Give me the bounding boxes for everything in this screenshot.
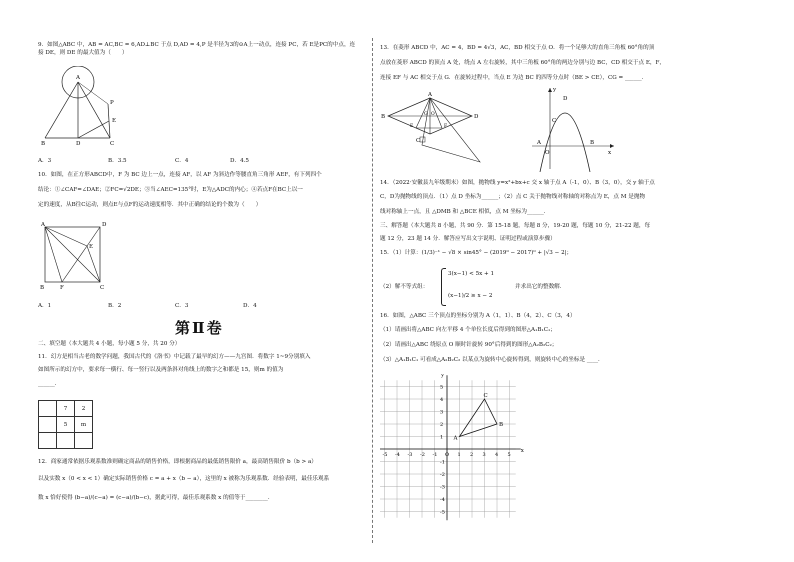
q10-option-a: A．1 xyxy=(38,303,52,309)
q10-figure xyxy=(40,222,110,290)
magic-cell: 5 xyxy=(57,417,75,433)
point-a-label: A xyxy=(453,435,458,442)
graph-label: C xyxy=(552,118,557,124)
x-tick-label: 3 xyxy=(482,452,486,458)
q13-line2: 点放在菱形 ABCD 的顶点 A 处，绕点 A 左右旋转，其中三角板 60°角的两边分别与边 BC，CD 相交于点 E，F， xyxy=(380,60,665,66)
q16-line3: （2）请画出△ABC 绕原点 O 顺时针旋转 90°后得到的图形△A₂B₂C₂； xyxy=(380,342,558,348)
q14-line3: 线对称轴上一点，且 △DMB 和 △BCE 相似，点 M 坐标为______． xyxy=(380,209,550,215)
fig-label: E xyxy=(410,124,414,129)
fig-label: D xyxy=(102,222,107,228)
column-divider xyxy=(372,38,373,543)
section-title: 第Ⅱ卷 xyxy=(175,319,224,337)
y-axis-label: y xyxy=(441,374,445,379)
magic-cell xyxy=(57,433,75,449)
fig-label: F xyxy=(444,124,448,129)
q14-parabola-graph xyxy=(528,84,618,172)
x-axis-label: x xyxy=(520,448,524,454)
x-tick-label: 2 xyxy=(470,452,474,458)
x-tick-label: -4 xyxy=(395,452,400,458)
solve-header-line1: 三、解答题（本大题共 8 小题，共 90 分．第 15-18 题，每题 8 分，19-20 题，每题 10 分，21-22 题，每 xyxy=(380,223,651,229)
fig-label: B xyxy=(40,285,45,290)
x-tick-label: O xyxy=(445,452,450,458)
q13-line3: 连接 EF 与 AC 相交于点 G．在旋转过程中，当点 E 为边 BC 的四等分点时（BE > CE），CG = ______． xyxy=(380,75,648,81)
fig-label: C xyxy=(110,141,115,146)
fig-label: P xyxy=(110,100,114,106)
fig-label: C xyxy=(416,138,421,144)
q11-line3: ______． xyxy=(38,381,61,387)
fig-label: D xyxy=(76,141,81,146)
y-tick-label: 5 xyxy=(440,384,444,391)
y-tick-label: 2 xyxy=(440,422,444,428)
y-tick-label: 3 xyxy=(440,409,444,416)
q9-figure xyxy=(40,66,135,146)
q15-system-eq1: 3(x−1) < 5x + 1 xyxy=(448,271,495,277)
magic-square xyxy=(38,400,93,449)
coordinate-grid xyxy=(380,374,530,524)
q13-line1: 13．在菱形 ABCD 中，AC = 4，BD = 4√3，AC，BD 相交于点 O．将一个足够大的直角三角板 60°角的顶 xyxy=(380,45,655,51)
x-tick-label: 5 xyxy=(507,452,511,458)
point-b-label: B xyxy=(499,422,504,428)
magic-cell: 7 xyxy=(57,401,75,417)
y-tick-label: -2 xyxy=(440,472,445,478)
fig-label: E xyxy=(112,118,117,124)
fig-label: B xyxy=(381,114,386,120)
x-tick-label: -1 xyxy=(432,452,438,458)
q12-line3: 数 x 恰好使得 (b−a)/(c−a) = (c−a)/(b−c)，据此可得，最佳乐观系数 x 的值等于________． xyxy=(38,495,274,501)
fig-label: E xyxy=(89,244,94,250)
triangle-abc xyxy=(460,399,498,437)
fill-blank-header: 二、填空题（本大题共 4 小题，每小题 5 分，共 20 分） xyxy=(38,341,181,347)
point-c-label: C xyxy=(483,393,488,399)
q10-line3: 定的速度，从B往C运动，则点E与点F的运动速度相等．其中正确的结论的个数为（ ） xyxy=(38,202,262,208)
fig-label: D xyxy=(474,114,479,120)
fig-label: A xyxy=(76,75,80,81)
graph-label: y xyxy=(553,87,557,93)
q9-text: 9．如图△ABC 中，AB = AC,BC = 6,AD⊥BC 于点 D,AD = 4,P 是半径为3的⊙A上一动点，连接 PC，若 E是PC的中点，连接 DE，则 DE 的最大值为（ ） xyxy=(38,42,356,56)
q9-option-d: D．4.5 xyxy=(230,158,249,164)
graph-label: O xyxy=(545,150,550,156)
q10-option-b: B．2 xyxy=(108,303,122,309)
fig-label: C xyxy=(100,285,105,290)
x-tick-label: -5 xyxy=(382,452,388,458)
q16-line2: （1）请画出将△ABC 向左平移 4 个单位长度后得到的图形△A₁B₁C₁； xyxy=(380,327,556,333)
graph-label: B xyxy=(590,140,595,146)
q10-option-d: D．4 xyxy=(243,303,257,309)
magic-cell xyxy=(39,401,57,417)
q13-figure xyxy=(380,90,490,170)
magic-cell: m xyxy=(75,417,93,433)
y-tick-label: -4 xyxy=(440,497,445,503)
q16-line4: （3）△A₁B₁C₁ 可看成△A₂B₂C₂ 以某点为旋转中心旋转得到，则旋转中心的坐标是 ____． xyxy=(380,357,604,363)
x-tick-label: -2 xyxy=(420,452,425,458)
q12-line2: 以及实数 x（0 < x < 1）确定实际销售价格 c = a + x（b − a），这里的 x 被称为乐观系数．经验表明，最佳乐观系 xyxy=(38,476,330,482)
q14-line1: 14．（2022·安徽县九年级期末）如图，抛物线 y=x²+bx+c 交 x 轴于点 A（-1，0）、B（3，0），交 y 轴于点 xyxy=(380,180,655,186)
y-tick-label: -1 xyxy=(440,459,445,466)
y-tick-label: 4 xyxy=(440,397,444,403)
graph-label: x xyxy=(608,150,612,156)
q15-system-brace xyxy=(441,268,446,306)
magic-cell xyxy=(39,417,57,433)
graph-label: D xyxy=(563,96,568,102)
q14-line2: C，D为抛物线的顶点．（1）点 D 坐标为______；（2）点 C 关于抛物线对称轴的对称点为 E，点 M 是抛物 xyxy=(380,194,646,200)
magic-cell: 2 xyxy=(75,401,93,417)
fig-label: A xyxy=(428,92,432,98)
fig-label: F xyxy=(60,285,64,290)
graph-label: A xyxy=(537,140,541,146)
y-tick-label: -3 xyxy=(440,484,445,491)
q9-option-b: B．3.5 xyxy=(108,158,127,164)
magic-cell xyxy=(39,433,57,449)
q9-option-a: A．3 xyxy=(38,158,52,164)
y-tick-label: 1 xyxy=(440,434,444,441)
q15-system-eq2: (x−1)/2 ≥ x − 2 xyxy=(448,293,493,299)
q15-part2-prefix: （2）解不等式组： xyxy=(380,284,429,290)
q15-part1: 15．（1）计算：(1/3)⁻¹ − √8 × sin45° − (2019⁰ − 2017)⁰ + |√3 − 2|； xyxy=(380,250,573,256)
q11-line1: 11．幻方是相当古老的数学问题，我国古代的《洛书》中记载了最早的幻方——九宫图．将数字 1~9分别填入 xyxy=(38,354,311,360)
x-tick-label: 4 xyxy=(495,452,499,458)
q15-part2-suffix: 并求出它的整数解． xyxy=(515,284,566,290)
q10-line1: 10．如图，在正方形ABCD中，F 为 BC 边上一点，连接 AF，以 AF 为斜边作等腰直角三角形 AEF，有下列四个 xyxy=(38,172,322,178)
y-tick-label: -5 xyxy=(440,509,445,516)
q11-line2: 如图所示的幻方中，要求每一横行、每一竖行以及两条斜对角线上的数字之和都是 15，则m 的值为 xyxy=(38,367,284,373)
fig-label: G xyxy=(424,112,428,117)
fig-label: A xyxy=(41,222,45,228)
q10-option-c: C．3 xyxy=(175,303,189,309)
q10-line2: 结论：①∠CAF=∠DAE；②FC=√2DE；③当∠AEC=135°时，E为△ADC的内心；④若点F在BC上以一 xyxy=(38,187,303,193)
q16-line1: 16．如图，△ABC 三个顶点的坐标分别为 A（1，1）、B（4，2）、C（3，4） xyxy=(380,313,576,319)
x-tick-label: -3 xyxy=(407,452,413,458)
solve-header-line2: 题 12 分，23 题 14 分．解答应写出文字说明、证明过程或演算步骤） xyxy=(380,236,556,242)
q9-option-c: C．4 xyxy=(175,158,189,164)
fig-label: O xyxy=(431,112,435,117)
magic-cell xyxy=(75,433,93,449)
fig-label: B xyxy=(41,141,46,146)
x-tick-label: 1 xyxy=(457,452,461,458)
q12-line1: 12．商家通常依据乐观系数准则确定商品的销售价格，即根据商品的最低销售限价 a，最高销售限价 b（b > a） xyxy=(38,459,317,465)
